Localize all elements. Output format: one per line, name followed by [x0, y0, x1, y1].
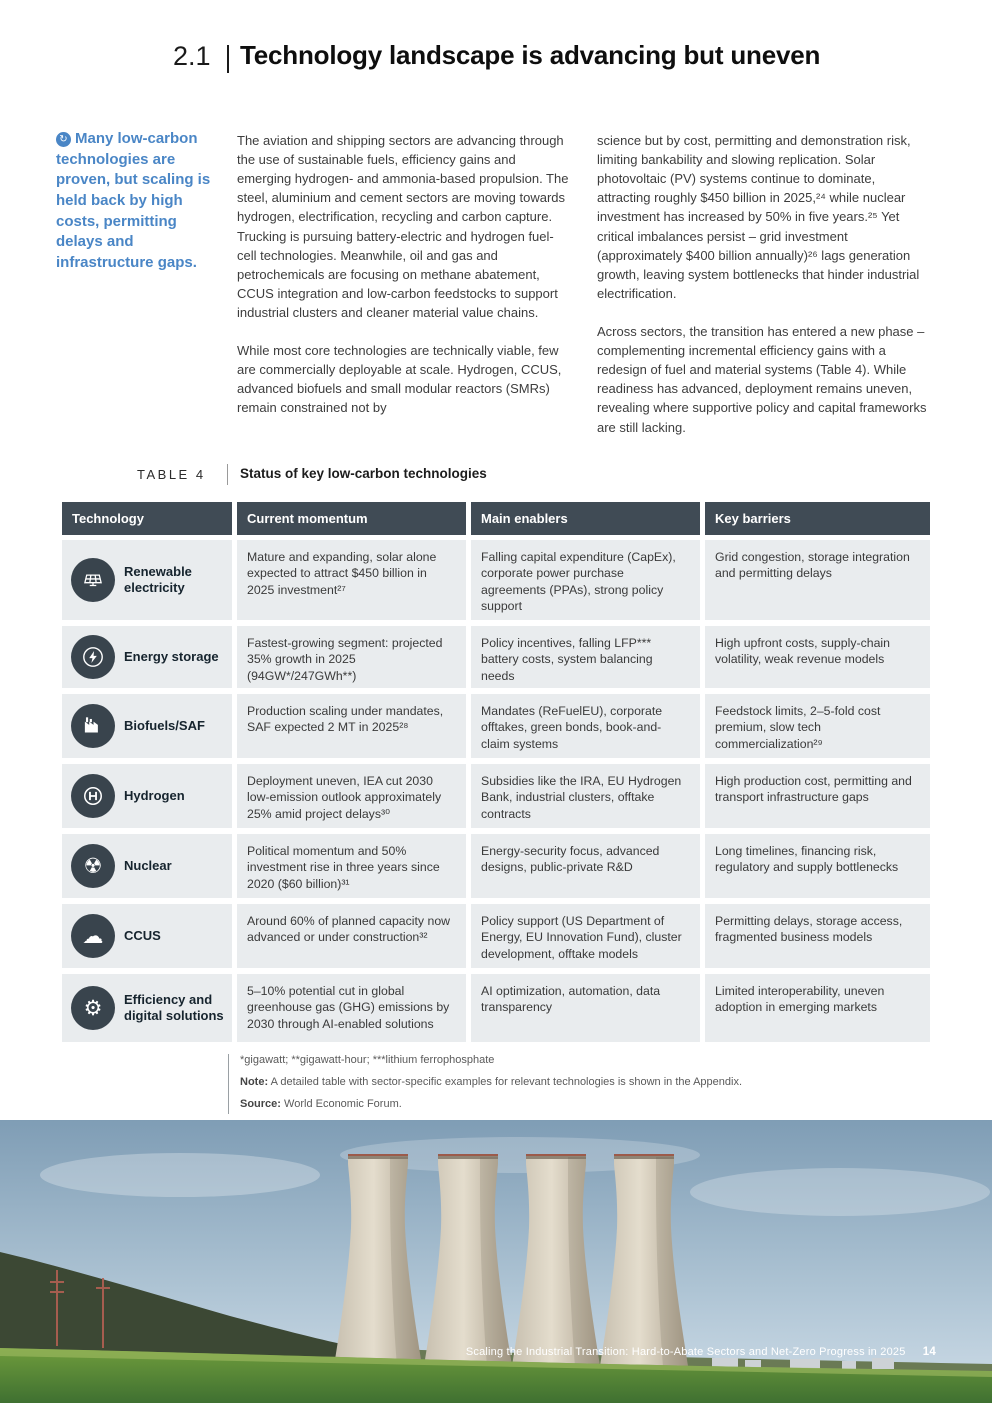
table-row [62, 626, 930, 688]
current-momentum-cell: Around 60% of planned capacity now advanced or under construction³² [237, 904, 466, 968]
table-source [240, 1098, 402, 1110]
main-enablers-cell: Subsidies like the IRA, EU Hydrogen Bank, industrial clusters, offtake contracts [471, 764, 700, 828]
table-row [62, 764, 930, 828]
body-column-1 [237, 131, 569, 418]
main-enablers-cell: Policy incentives, falling LFP*** battery costs, system balancing needs [471, 626, 700, 688]
technology-cell [62, 904, 232, 968]
note-text: A detailed table with sector-specific examples for relevant technologies is shown in the Appendix. [270, 1076, 742, 1088]
nuclear-icon: ☢ [71, 844, 115, 888]
technology-cell [62, 834, 232, 898]
table-row [62, 974, 930, 1042]
source-text: World Economic Forum. [284, 1098, 402, 1110]
source-label: Source: [240, 1098, 281, 1110]
callout-text: Many low-carbon technologies are proven, but scaling is held back by high costs, permitting delays and infrastructure gaps. [56, 130, 211, 272]
key-message-callout [56, 129, 224, 274]
hydrogen-icon [71, 774, 115, 818]
table-row [62, 694, 930, 758]
technology-name: Renewable electricity [124, 563, 192, 595]
current-momentum-cell: Deployment uneven, IEA cut 2030 low-emission outlook approximately 25% amid project delays³⁰ [237, 764, 466, 828]
technology-cell [62, 540, 232, 620]
technology-name: CCUS [124, 927, 161, 943]
main-enablers-cell: Mandates (ReFuelEU), corporate offtakes, green bonds, book-and-claim systems [471, 694, 700, 758]
table-note [240, 1076, 742, 1088]
technology-name: Biofuels/SAF [124, 717, 205, 733]
main-enablers-cell: Policy support (US Department of Energy, EU Innovation Fund), cluster development, offtake models [471, 904, 700, 968]
body-paragraph: While most core technologies are technically viable, few are commercially deployable at scale. Hydrogen, CCUS, advanced biofuels and small modular reactors (SMRs) remain constrained not by [237, 343, 562, 416]
nuclear-plant-photo [0, 1120, 992, 1403]
current-momentum-cell: Mature and expanding, solar alone expected to attract $450 billion in 2025 investment²⁷ [237, 540, 466, 620]
table-footnote: *gigawatt; **gigawatt-hour; ***lithium ferrophosphate [240, 1054, 495, 1066]
solar-panel-icon [71, 558, 115, 602]
key-barriers-cell: Grid congestion, storage integration and permitting delays [705, 540, 930, 620]
technology-name: Efficiency and digital solutions [124, 991, 224, 1023]
main-enablers-cell: Falling capital expenditure (CapEx), corporate power purchase agreements (PPAs), strong policy support [471, 540, 700, 620]
technology-cell [62, 694, 232, 758]
cycle-icon: ↻ [56, 132, 71, 147]
current-momentum-cell: Production scaling under mandates, SAF expected 2 MT in 2025²⁸ [237, 694, 466, 758]
table-label: TABLE 4 [137, 467, 206, 482]
notes-divider [228, 1054, 229, 1114]
column-header-key-barriers: Key barriers [705, 502, 930, 535]
column-header-technology: Technology [62, 502, 232, 535]
page-footer [0, 1346, 936, 1358]
body-column-2 [597, 131, 931, 437]
page-title: Technology landscape is advancing but uneven [240, 40, 821, 70]
current-momentum-cell: Fastest-growing segment: projected 35% growth in 2025 (94GW*/247GWh**) [237, 626, 466, 688]
current-momentum-cell: Political momentum and 50% investment rise in three years since 2020 ($60 billion)³¹ [237, 834, 466, 898]
main-enablers-cell: Energy-security focus, advanced designs, public-private R&D [471, 834, 700, 898]
column-header-current-momentum: Current momentum [237, 502, 466, 535]
factory-icon [71, 704, 115, 748]
technology-cell [62, 626, 232, 688]
table-row [62, 834, 930, 898]
technology-name: Nuclear [124, 857, 172, 873]
technology-cell [62, 764, 232, 828]
key-barriers-cell: Permitting delays, storage access, fragmented business models [705, 904, 930, 968]
technology-name: Energy storage [124, 648, 219, 664]
technology-cell [62, 974, 232, 1042]
main-enablers-cell: AI optimization, automation, data transparency [471, 974, 700, 1042]
key-barriers-cell: Feedstock limits, 2–5-fold cost premium, slow tech commercialization²⁹ [705, 694, 930, 758]
current-momentum-cell: 5–10% potential cut in global greenhouse gas (GHG) emissions by 2030 through AI-enabled solutions [237, 974, 466, 1042]
section-number: 2.1 [173, 41, 211, 71]
lightning-bolt-icon [71, 635, 115, 679]
table-label-divider [227, 464, 228, 485]
table-row [62, 540, 930, 620]
footer-report-title: Scaling the Industrial Transition: Hard-to-Abate Sectors and Net-Zero Progress in 2025 [465, 1346, 906, 1358]
body-paragraph: science but by cost, permitting and demonstration risk, limiting bankability and slowing replication. Solar photovoltaic (PV) systems continue to dominate, attracting roughly $450 billion in 2025,²⁴ while nuclear investment has increased by 50% in five years.²⁵ Yet critical imbalances persist – grid investment (approximately $400 billion annually)²⁶ lags generation growth, leaving system bottlenecks that hinder industrial electrification. [597, 133, 920, 301]
column-header-main-enablers: Main enablers [471, 502, 700, 535]
body-paragraph: The aviation and shipping sectors are advancing through the use of sustainable fuels, efficiency gains and emerging hydrogen- and ammonia-based propulsion. The steel, aluminium and cement sectors are moving towards hydrogen, electrification, recycling and carbon capture. Trucking is pursuing battery-electric and hydrogen fuel-cell technologies. Meanwhile, oil and gas and petrochemicals are focusing on methane abatement, CCUS integration and low-carbon feedstocks to support industrial clusters and cleaner material value chains. [237, 133, 569, 320]
key-barriers-cell: High upfront costs, supply-chain volatility, weak revenue models [705, 626, 930, 688]
key-barriers-cell: High production cost, permitting and transport infrastructure gaps [705, 764, 930, 828]
ccus-cloud-icon: ☁ [71, 914, 115, 958]
gear-icon: ⚙ [71, 986, 115, 1030]
key-barriers-cell: Long timelines, financing risk, regulatory and supply bottlenecks [705, 834, 930, 898]
key-barriers-cell: Limited interoperability, uneven adoption in emerging markets [705, 974, 930, 1042]
body-paragraph: Across sectors, the transition has entered a new phase – complementing incremental efficiency gains with a redesign of fuel and material systems (Table 4). While readiness has advanced, deployment remains uneven, revealing where supportive policy and capital frameworks are still lacking. [597, 323, 927, 435]
table-title: Status of key low-carbon technologies [240, 466, 487, 481]
note-label: Note: [240, 1076, 269, 1088]
title-divider [227, 45, 229, 73]
technology-name: Hydrogen [124, 787, 185, 803]
page-number: 14 [922, 1346, 936, 1358]
table-row [62, 904, 930, 968]
